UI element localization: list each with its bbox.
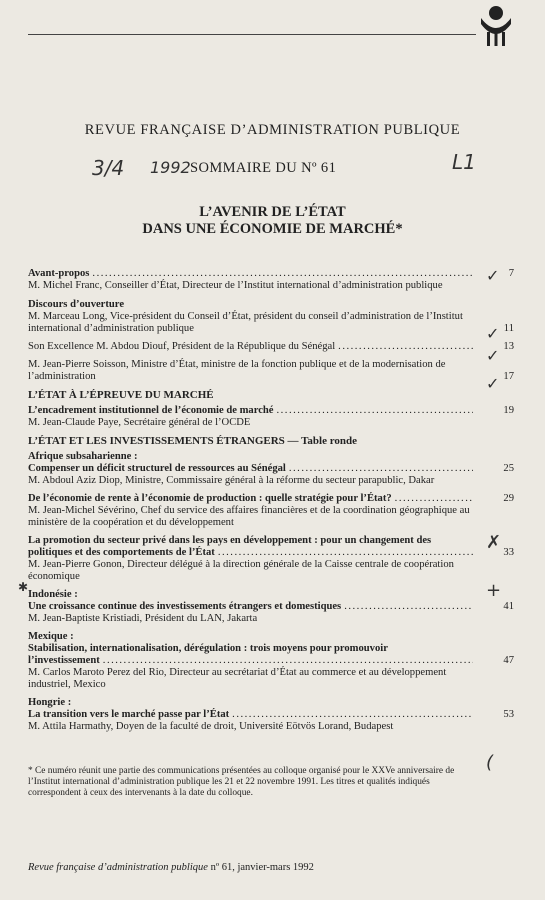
issue-title-line1: L’AVENIR DE L’ÉTAT <box>199 204 346 220</box>
footnote: * Ce numéro réunit une partie des communications présentées au colloque organisé pour le XXVe anniversaire de l’Institut international d’administration publique les 21 et 22 novembre 1991. Les titres et qualités indiqués correspondent à ceux des intervenants à la date du colloque. <box>28 766 455 798</box>
toc-title: Stabilisation, internationalisation, dérégulation : trois moyens pour promouvoir <box>28 643 388 654</box>
toc-title: La transition vers le marché passe par l’État <box>28 709 230 720</box>
page-number: 17 <box>503 371 514 382</box>
check-mark-icon: + <box>486 580 502 601</box>
page-number: 11 <box>503 323 514 334</box>
footer-issue: nº 61, janvier-mars 1992 <box>207 862 314 873</box>
handwritten-year: 1992 <box>150 158 191 177</box>
toc-title: L’encadrement institutionnel de l’économie de marché <box>28 405 274 416</box>
toc-author: M. Jean-Claude Paye, Secrétaire général de l’OCDE <box>28 417 251 428</box>
check-mark-icon: ✓ <box>486 374 500 393</box>
toc-author: M. Jean-Baptiste Kristiadi, Président du LAN, Jakarta <box>28 613 258 624</box>
toc-author: M. Jean-Pierre Soisson, Ministre d’État, ministre de la fonction publique et de la modernisation de l’administration <box>28 359 446 382</box>
toc-entry-severino[interactable] <box>28 493 514 529</box>
handwritten-note: 3/4 <box>92 156 125 180</box>
handwritten-code: L1 <box>452 150 476 174</box>
toc-author: M. Jean-Pierre Gonon, Directeur délégué à la direction générale de la Caisse centrale de coopération économique <box>28 559 454 582</box>
page-number: 53 <box>503 709 514 720</box>
check-mark-icon: ✓ <box>486 324 500 343</box>
sommaire-heading: SOMMAIRE DU Nº 61 <box>190 160 337 176</box>
toc-author: Son Excellence M. Abdou Diouf, Président de la République du Sénégal <box>28 341 336 352</box>
toc-title: La promotion du secteur privé dans les pays en développement : pour un changement des <box>28 535 432 546</box>
toc-author: M. Michel Franc, Conseiller d’État, Directeur de l’Institut international d’administration publique <box>28 280 443 291</box>
iiap-logo-icon <box>478 4 514 48</box>
toc-entry-gonon[interactable] <box>28 535 514 583</box>
section-heading-2: L’ÉTAT ET LES INVESTISSEMENTS ÉTRANGERS — Table ronde <box>28 435 358 447</box>
region-label-indonesie: Indonésie : <box>28 589 78 600</box>
page-number: 29 <box>503 493 514 504</box>
toc-author: M. Carlos Maroto Perez del Rio, Directeur au secrétariat d’État au commerce et au développement industriel, Mexico <box>28 667 447 690</box>
toc-title: Une croissance continue des investissements étrangers et domestiques <box>28 601 342 612</box>
page-number: 25 <box>503 463 514 474</box>
toc-entry-diop[interactable] <box>28 463 514 487</box>
check-mark-icon: ✓ <box>486 346 500 365</box>
toc-entry-maroto[interactable] <box>28 643 514 691</box>
toc-author: M. Attila Harmathy, Doyen de la faculté de droit, Université Eötvös Lorand, Budapest <box>28 721 394 732</box>
toc-title: Compenser un déficit structurel de ressources au Sénégal <box>28 463 286 474</box>
table-of-contents <box>28 268 514 739</box>
toc-entry-diouf[interactable] <box>28 341 514 353</box>
toc-author: M. Jean-Michel Sévérino, Chef du service des affaires financières et de la coordination géographique au ministère de la coopération et du développement <box>28 505 470 528</box>
toc-entry-paye[interactable] <box>28 405 514 429</box>
toc-author: M. Abdoul Aziz Diop, Ministre, Commissaire général à la réforme du secteur parapublic, Dakar <box>28 475 435 486</box>
section-heading-1: L’ÉTAT À L’ÉPREUVE DU MARCHÉ <box>28 389 214 401</box>
toc-entry-soisson[interactable] <box>28 359 514 383</box>
toc-subhead-discours: Discours d’ouverture <box>28 299 125 310</box>
page-number: 33 <box>503 547 514 558</box>
margin-star-icon: ✱ <box>18 580 29 594</box>
toc-title: l’investissement <box>28 655 100 666</box>
toc-title: politiques et des comportements de l’État <box>28 547 215 558</box>
top-rule <box>28 34 476 35</box>
toc-entry-harmathy[interactable] <box>28 709 514 733</box>
page-number: 41 <box>503 601 514 612</box>
toc-author: M. Marceau Long, Vice-président du Conseil d’État, président du conseil d’administration de l’Institut international d’administration publique <box>28 311 463 334</box>
page-number: 19 <box>503 405 514 416</box>
toc-title: Avant-propos <box>28 268 90 279</box>
issue-title-line2: DANS UNE ÉCONOMIE DE MARCHÉ* <box>142 221 403 237</box>
region-label-mexique: Mexique : <box>28 631 74 642</box>
journal-title: REVUE FRANÇAISE D’ADMINISTRATION PUBLIQUE <box>84 122 461 138</box>
toc-entry-kristiadi[interactable] <box>28 601 514 625</box>
region-label-afrique: Afrique subsaharienne : <box>28 451 138 462</box>
toc-title: De l’économie de rente à l’économie de production : quelle stratégie pour l’État? <box>28 493 392 504</box>
page-footer <box>28 862 314 873</box>
check-mark-icon: ✗ <box>486 532 502 553</box>
page-number: 7 <box>508 268 514 279</box>
toc-entry-long[interactable] <box>28 311 514 335</box>
footer-journal: Revue française d’administration publique <box>28 862 208 873</box>
page-number: 47 <box>503 655 514 666</box>
region-label-hongrie: Hongrie : <box>28 697 72 708</box>
toc-entry-avant-propos[interactable] <box>28 268 514 292</box>
page-number: 13 <box>503 341 514 352</box>
check-mark-icon: ✓ <box>486 266 500 285</box>
check-mark-icon: ( <box>486 752 494 773</box>
issue-title <box>0 204 545 238</box>
